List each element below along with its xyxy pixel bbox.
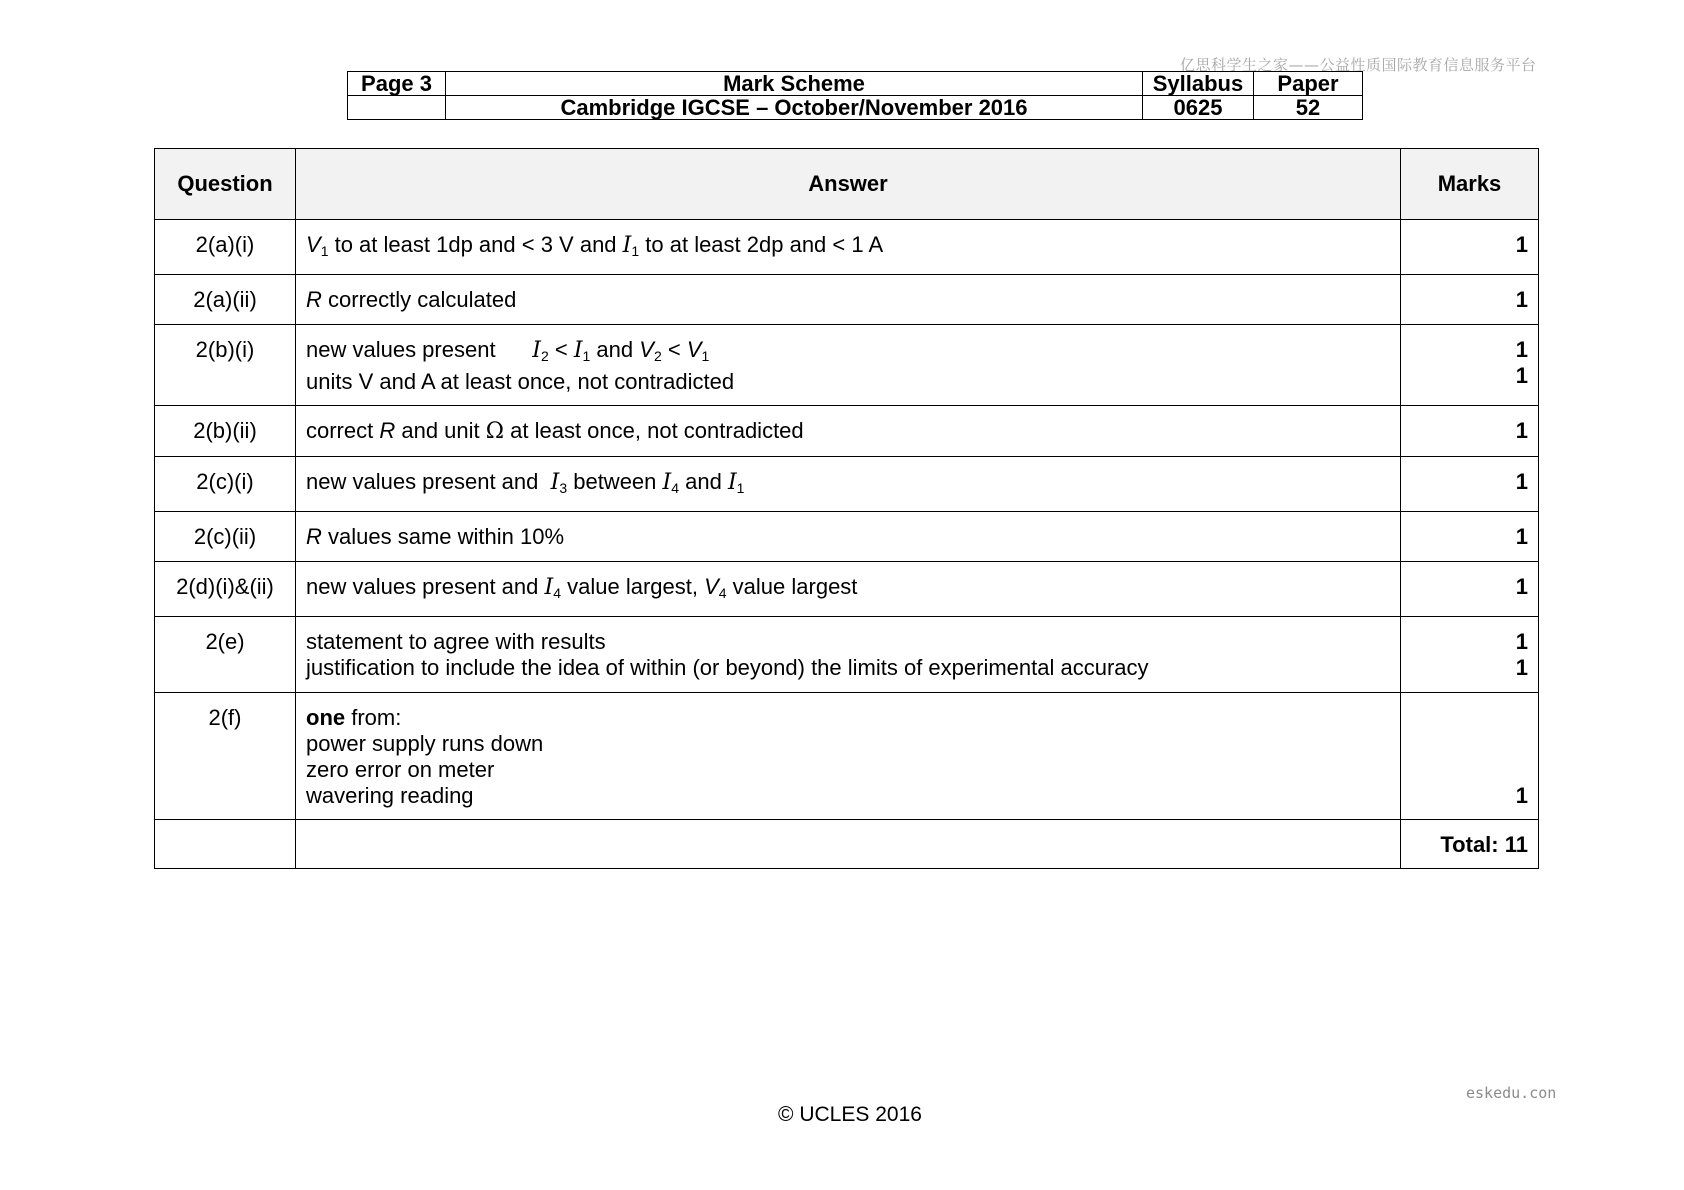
mark-scheme-table	[154, 148, 1539, 869]
watermark-text-bottom: eskedu.con	[1466, 1084, 1557, 1102]
answer-text: value largest	[726, 574, 858, 599]
mark-value: 1	[1515, 418, 1528, 443]
answer-text: from:	[345, 705, 402, 730]
answer-line	[306, 783, 1390, 809]
answer-cell	[296, 617, 1401, 693]
table-row	[155, 220, 1539, 275]
paper-number: 52	[1254, 96, 1363, 120]
marks-cell	[1401, 325, 1539, 406]
answer-line	[306, 469, 1390, 501]
answer-line	[306, 232, 1390, 264]
answer-text: 1	[701, 348, 710, 364]
marks-cell	[1401, 693, 1539, 820]
answer-text: 3	[559, 480, 568, 496]
answer-cell	[296, 406, 1401, 457]
mark-value	[1401, 731, 1528, 757]
marks-cell	[1401, 457, 1539, 512]
mark-value: Total: 11	[1440, 832, 1528, 857]
answer-text: 1	[736, 480, 745, 496]
answer-line	[306, 418, 1390, 445]
answer-text: correctly calculated	[321, 287, 517, 312]
table-row	[155, 325, 1539, 406]
answer-text: zero error on meter	[306, 757, 495, 782]
answer-text: V	[639, 337, 654, 362]
mark-value	[1401, 705, 1528, 731]
question-cell: 2(d)(i)&(ii)	[155, 562, 296, 617]
table-row	[155, 820, 1539, 869]
answer-text: I	[532, 338, 541, 363]
answer-text: justification to include the idea of within (or beyond) the limits of experimental accuracy	[306, 655, 1149, 680]
answer-text: at least once, not contradicted	[504, 418, 804, 443]
answer-text: R	[306, 524, 322, 549]
marks-cell	[1401, 275, 1539, 325]
answer-text: values same within 10%	[321, 524, 565, 549]
mark-value: 1	[1515, 363, 1528, 388]
marks-cell	[1401, 406, 1539, 457]
mark-value: 1	[1515, 629, 1528, 654]
answer-text: R	[306, 287, 322, 312]
question-cell: 2(b)(ii)	[155, 406, 296, 457]
answer-text: 1	[320, 243, 329, 259]
answer-line	[306, 369, 1390, 395]
answer-text: new values present and	[306, 574, 545, 599]
header-title: Mark Scheme	[446, 72, 1143, 96]
answer-cell	[296, 325, 1401, 406]
answer-text: I	[662, 470, 672, 495]
answer-line	[306, 655, 1390, 681]
table-row	[155, 457, 1539, 512]
marks-cell	[1401, 617, 1539, 693]
answer-text: correct	[306, 418, 380, 443]
answer-line	[306, 524, 1390, 550]
mark-value: 1	[1515, 232, 1528, 257]
answer-text: V	[686, 337, 702, 362]
answer-text: 1	[582, 348, 591, 364]
question-cell: 2(e)	[155, 617, 296, 693]
answer-text: I	[727, 470, 737, 495]
table-row	[155, 562, 1539, 617]
marks-cell	[1401, 512, 1539, 562]
table-row	[155, 406, 1539, 457]
question-cell: 2(c)(ii)	[155, 512, 296, 562]
answer-text: to at least 1dp and < 3 V and	[328, 232, 623, 257]
answer-text: value largest,	[561, 574, 705, 599]
question-cell	[155, 820, 296, 869]
marks-column-header: Marks	[1401, 149, 1539, 220]
answer-text: and	[679, 469, 728, 494]
answer-text: V	[306, 232, 321, 257]
answer-line	[306, 757, 1390, 783]
document-header-table	[347, 71, 1363, 120]
answer-text: <	[661, 337, 687, 362]
answer-text: V	[704, 574, 719, 599]
answer-cell	[296, 512, 1401, 562]
table-row	[155, 617, 1539, 693]
page-number-blank	[348, 96, 446, 120]
answer-text: <	[548, 337, 574, 362]
question-cell: 2(f)	[155, 693, 296, 820]
mark-value	[1401, 757, 1528, 783]
answer-text: 4	[718, 585, 727, 601]
mark-value: 1	[1515, 287, 1528, 312]
answer-cell	[296, 275, 1401, 325]
mark-value: 1	[1515, 783, 1528, 808]
question-cell: 2(b)(i)	[155, 325, 296, 406]
copyright-footer: © UCLES 2016	[778, 1103, 922, 1126]
mark-value: 1	[1515, 469, 1528, 494]
answer-cell	[296, 457, 1401, 512]
answer-text: power supply runs down	[306, 731, 544, 756]
syllabus-code: 0625	[1143, 96, 1254, 120]
answer-line	[306, 705, 1390, 731]
answer-text: one	[306, 705, 346, 730]
marks-cell	[1401, 820, 1539, 869]
answer-text: new values present	[306, 337, 533, 362]
answer-text: 2	[653, 348, 662, 364]
answer-text: and unit	[395, 418, 486, 443]
answer-cell	[296, 220, 1401, 275]
answer-text: I	[622, 233, 632, 258]
answer-cell	[296, 693, 1401, 820]
mark-value: 1	[1515, 655, 1528, 680]
answer-text: 4	[553, 585, 561, 601]
answer-text: Ω	[485, 419, 505, 444]
answer-text: between	[567, 469, 663, 494]
marks-cell	[1401, 220, 1539, 275]
paper-label: Paper	[1254, 72, 1363, 96]
answer-text: units V and A at least once, not contradicted	[306, 369, 735, 394]
watermark-text-top: 亿思科学生之家——公益性质国际教育信息服务平台	[1180, 56, 1537, 74]
mark-value: 1	[1515, 337, 1528, 362]
answer-text: I	[550, 470, 560, 495]
answer-cell	[296, 562, 1401, 617]
answer-text: 2	[540, 348, 549, 364]
mark-value: 1	[1515, 524, 1528, 549]
answer-text: R	[379, 418, 396, 443]
answer-text: statement to agree with results	[306, 629, 606, 654]
answer-text: 4	[671, 480, 680, 496]
answer-column-header: Answer	[296, 149, 1401, 220]
answer-text: I	[544, 575, 554, 600]
question-cell: 2(c)(i)	[155, 457, 296, 512]
mark-value: 1	[1515, 574, 1528, 599]
answer-text: 1	[631, 243, 640, 259]
answer-line	[306, 629, 1390, 655]
syllabus-label: Syllabus	[1143, 72, 1254, 96]
marks-cell	[1401, 562, 1539, 617]
question-cell: 2(a)(i)	[155, 220, 296, 275]
answer-cell	[296, 820, 1401, 869]
answer-text: I	[573, 338, 583, 363]
table-row	[155, 693, 1539, 820]
answer-line	[306, 731, 1390, 757]
answer-line	[306, 287, 1390, 313]
answer-text: new values present and	[306, 469, 551, 494]
answer-text: and	[590, 337, 640, 362]
question-column-header: Question	[155, 149, 296, 220]
question-cell: 2(a)(ii)	[155, 275, 296, 325]
header-subtitle: Cambridge IGCSE – October/November 2016	[446, 96, 1143, 120]
answer-line	[306, 337, 1390, 369]
answer-line	[306, 574, 1390, 606]
answer-text: wavering reading	[306, 783, 474, 808]
page-number: Page 3	[348, 72, 446, 96]
table-row	[155, 512, 1539, 562]
answer-text: to at least 2dp and < 1 A	[639, 232, 884, 257]
table-row	[155, 275, 1539, 325]
